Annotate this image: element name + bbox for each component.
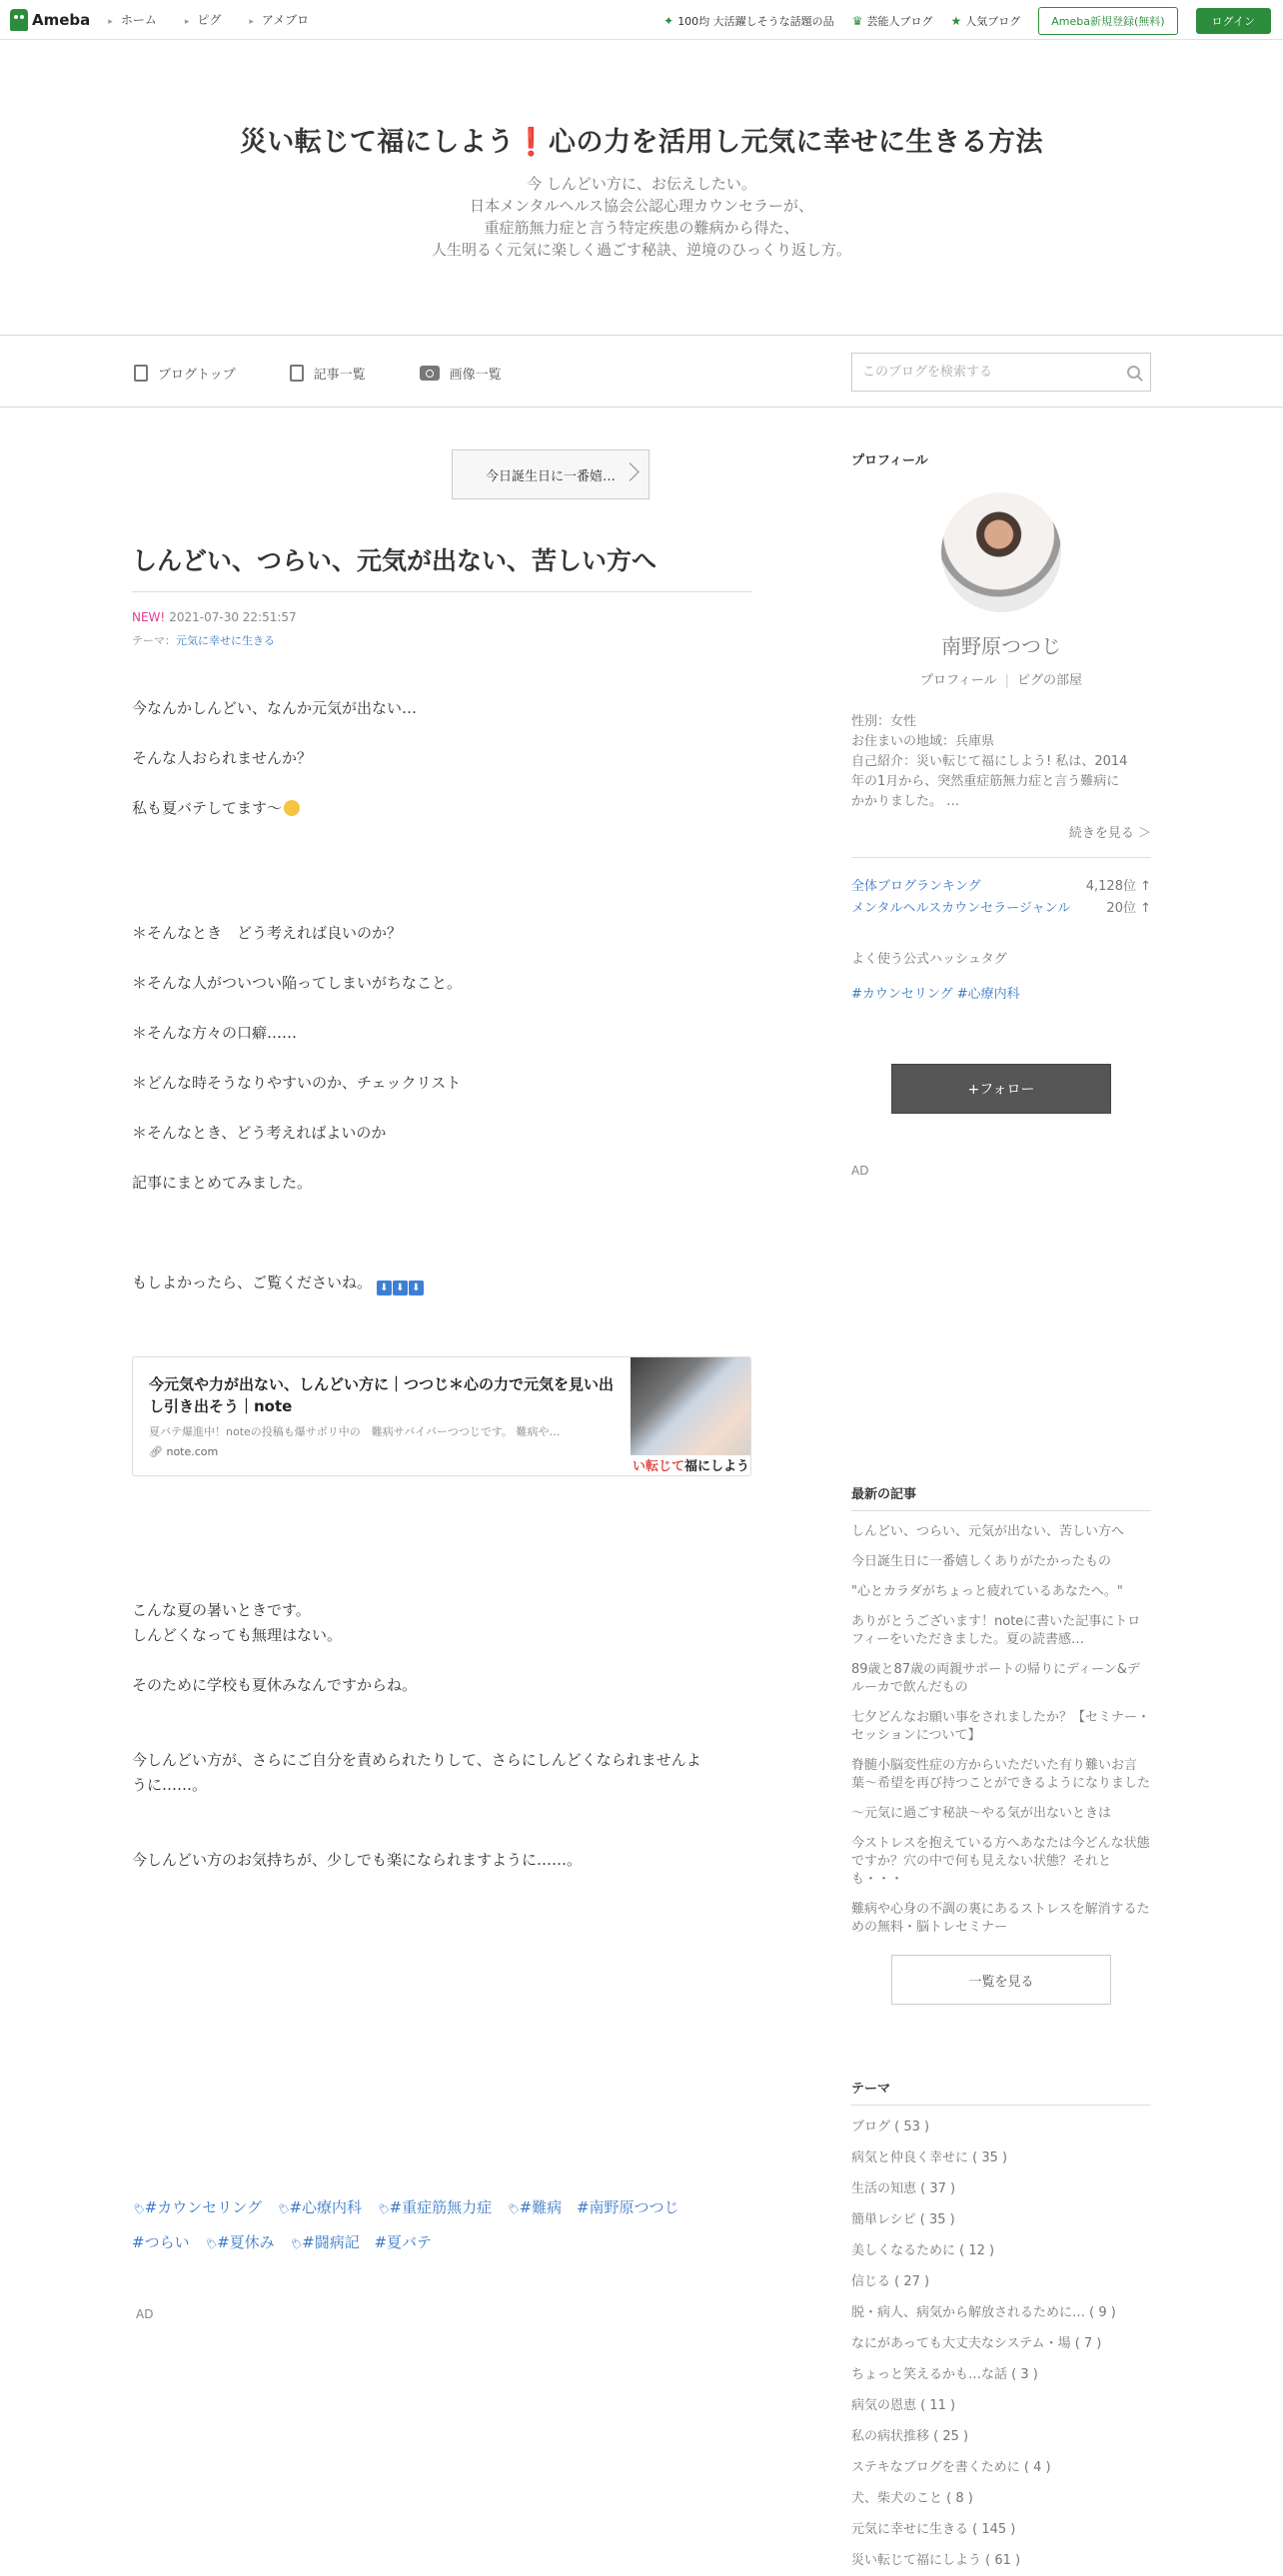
ranking-row — [851, 898, 1151, 920]
blog-description-line: 人生明るく元気に楽しく過ごす秘訣、逆境のひっくり返し方。 — [431, 241, 851, 259]
hashtag-link[interactable]: #つらい — [132, 2233, 190, 2251]
theme-item[interactable]: なにがあっても大丈夫なシステム・場 ( 7 ) — [851, 2336, 1102, 2351]
tag-icon: 🏷︎ — [506, 2204, 520, 2215]
profile-info-line: 性別：女性 — [851, 714, 917, 729]
profile-links — [851, 669, 1151, 688]
crown-icon: ♛ — [851, 14, 863, 28]
article-body — [132, 696, 751, 1298]
paragraph — [132, 796, 751, 821]
nav-home[interactable]: ▸ ホーム — [108, 11, 157, 28]
profile-name[interactable]: 南野原つつじ — [941, 634, 1061, 658]
theme-label: テーマ： — [132, 634, 176, 647]
trending-link-label: 100均 大活躍しそうな話題の品 — [677, 15, 834, 28]
theme-list — [851, 2078, 1151, 2576]
article-title[interactable]: しんどい、つらい、元気が出ない、苦しい方へ — [132, 541, 751, 592]
hashtag-link[interactable] — [204, 2233, 274, 2251]
paragraph: そのために学校も夏休みなんですからね。 — [132, 1676, 418, 1694]
theme-item[interactable]: ちょっと笑えるかも…な話 ( 3 ) — [851, 2367, 1038, 2382]
article-theme — [132, 632, 751, 648]
hashtag-link[interactable] — [507, 2198, 562, 2216]
tag-icon: 🏷︎ — [289, 2239, 303, 2250]
nav-pigg[interactable]: ▸ ピグ — [185, 11, 222, 28]
profile-info-line: 年の1月から、突然重症筋無力症と言う難病に — [851, 774, 1120, 789]
ameba-logo-icon — [10, 9, 28, 31]
blog-description-line: 日本メンタルヘルス協会公認心理カウンセラーが、 — [470, 197, 813, 215]
article-list-label: 記事一覧 — [313, 368, 366, 383]
official-hashtags — [851, 948, 1151, 1002]
hashtag-link[interactable] — [377, 2198, 492, 2216]
theme-link[interactable]: 元気に幸せに生きる — [176, 634, 275, 647]
follow-button[interactable]: +フォロー — [891, 1064, 1111, 1114]
theme-item[interactable]: ステキなブログを書くために ( 4 ) — [851, 2460, 1051, 2475]
camera-icon — [420, 366, 440, 381]
paragraph: 今しんどい方のお気持ちが、少しでも楽になられますように……。 — [132, 1851, 583, 1869]
celebrity-blog-label: 芸能人ブログ — [866, 15, 933, 28]
hashtag-label: #闘病記 — [302, 2233, 360, 2251]
blog-description-line: 重症筋無力症と言う特定疾患の難病から得た、 — [484, 219, 799, 237]
link-card-image — [631, 1357, 750, 1476]
search-input[interactable] — [862, 365, 1127, 380]
theme-item[interactable]: 病気の恩恵 ( 11 ) — [851, 2398, 956, 2413]
sparkle-icon: ✦ — [663, 14, 674, 28]
hashtag-label: #夏休み — [217, 2233, 275, 2251]
read-more-label[interactable]: 続きを見る ＞ — [1068, 826, 1151, 841]
chevron-right-icon — [621, 462, 639, 480]
paragraph-text: 私も夏バテしてます〜 — [132, 799, 283, 817]
blog-search — [851, 353, 1151, 392]
theme-item[interactable]: ブログ ( 53 ) — [851, 2120, 930, 2135]
recent-article-item[interactable]: ありがとうございます！noteに書いた記事にトロフィーをいただきました。夏の読書感… — [851, 1614, 1141, 1647]
ranking-row — [851, 876, 1151, 898]
register-button[interactable]: Ameba新規登録(無料) — [1038, 7, 1177, 35]
hashtag-label: #カウンセリング — [144, 2198, 262, 2216]
theme-item[interactable]: 元気に幸せに生きる ( 145 ) — [851, 2522, 1016, 2537]
theme-item[interactable]: 病気と仲良く幸せに ( 35 ) — [851, 2150, 1008, 2165]
theme-item[interactable]: 犬、柴犬のこと ( 8 ) — [851, 2491, 973, 2506]
blog-header — [0, 40, 1283, 336]
blog-top-label: ブログトップ — [158, 368, 236, 383]
paragraph-line: 今しんどい方が、さらにご自分を責められたりして、さらにしんどくなられませんよ — [132, 1751, 701, 1769]
theme-heading: テーマ — [851, 2078, 1151, 2106]
laughing-emoji-icon — [284, 800, 300, 816]
read-more-link — [851, 822, 1151, 858]
profile-info — [851, 712, 1151, 812]
theme-item[interactable]: 美しくなるために ( 12 ) — [851, 2243, 995, 2258]
paragraph: そんな人おられませんか？ — [132, 749, 313, 767]
new-badge: NEW! — [132, 610, 166, 624]
trending-link[interactable] — [663, 13, 834, 29]
theme-item[interactable]: 私の病状推移 ( 25 ) — [851, 2429, 969, 2444]
recent-article-item[interactable]: しんどい、つらい、元気が出ない、苦しい方へ — [851, 1524, 1125, 1539]
blog-description-line: 今 しんどい方に、お伝えしたい。 — [527, 175, 756, 193]
search-icon[interactable] — [1127, 366, 1140, 379]
blog-top-link[interactable] — [134, 364, 236, 383]
official-hashtags-heading: よく使う公式ハッシュタグ — [851, 952, 1007, 967]
prev-article-label: 今日誕生日に一番嬉… — [485, 468, 616, 484]
paragraph-line: こんな夏の暑いときです。 — [132, 1601, 311, 1619]
celebrity-blog-link[interactable] — [852, 13, 933, 29]
link-card-image-caption — [631, 1455, 750, 1476]
tag-icon: 🏷︎ — [376, 2204, 390, 2215]
profile-info-line: お住まいの地域：兵庫県 — [851, 734, 995, 749]
blog-title[interactable]: 災い転じて福にしよう❗心の力を活用し元気に幸せに生きる方法 — [239, 127, 1044, 158]
paragraph — [132, 1598, 751, 1648]
recent-article-item[interactable]: 今ストレスを抱えている方へあなたは今どんな状態ですか？穴の中で何も見えない状態？それとも・・・ — [851, 1836, 1150, 1887]
article-list-link[interactable] — [290, 364, 366, 383]
hashtag-label: #心療内科 — [289, 2198, 363, 2216]
global-header — [0, 0, 1283, 40]
profile-link[interactable]: プロフィール — [919, 673, 997, 688]
paragraph — [132, 1748, 751, 1798]
link-card-source — [149, 1445, 615, 1458]
theme-item[interactable]: 信じる ( 27 ) — [851, 2274, 930, 2289]
hashtag-link[interactable] — [289, 2233, 359, 2251]
copy-icon — [290, 365, 304, 382]
paragraph-text: もしよかったら、ご覧くださいね。 — [132, 1274, 373, 1291]
hashtag-link[interactable]: #心療内科 — [956, 987, 1020, 1002]
recent-articles-heading: 最新の記事 — [851, 1483, 1151, 1511]
hashtag-link[interactable]: #カウンセリング — [851, 987, 953, 1002]
profile-info-line: 自己紹介：災い転じて福にしよう! 私は、2014 — [851, 754, 1128, 769]
ad-label: AD — [851, 1164, 869, 1178]
paragraph: ＊そんなとき、どう考えればよいのか — [132, 1124, 387, 1142]
hashtag-link[interactable] — [132, 2198, 262, 2216]
theme-item[interactable]: 脱・病人、病気から解放されるために… ( 9 ) — [851, 2305, 1116, 2320]
paragraph: ＊どんな時そうなりやすいのか、チェックリスト — [132, 1074, 462, 1092]
popular-blog-link[interactable] — [950, 13, 1020, 29]
login-button[interactable]: ログイン — [1196, 8, 1271, 34]
tag-icon: 🏷︎ — [132, 2204, 145, 2215]
recent-article-item[interactable]: 〜元気に過ごす秘訣〜やる気が出ないときは — [851, 1806, 1112, 1821]
caption-text: 福にしよう — [684, 1459, 750, 1474]
ranking — [851, 876, 1151, 920]
recent-article-item[interactable]: "心とカラダがちょっと疲れているあなたへ。" — [851, 1584, 1123, 1599]
paragraph: ＊そんな方々の口癖…… — [132, 1024, 298, 1042]
image-list-label: 画像一覧 — [449, 368, 502, 383]
ad-label: AD — [136, 2307, 154, 2321]
hashtag-link[interactable]: #夏バテ — [374, 2233, 433, 2251]
article-date: 2021-07-30 22:51:57 — [169, 610, 297, 624]
recent-article-item[interactable]: 今日誕生日に一番嬉しくありがたかったもの — [851, 1554, 1112, 1569]
nav-ameblo[interactable]: ▸ アメブロ — [249, 11, 309, 28]
paragraph: 今なんかしんどい、なんか元気が出ない… — [132, 699, 418, 717]
link-card-title: 今元気や力が出ない、しんどい方に｜つつじ＊心の力で元気を見い出し引き出そう｜note — [149, 1375, 615, 1415]
paragraph: 記事にまとめてみました。 — [132, 1174, 313, 1192]
article — [132, 449, 751, 2321]
document-icon — [134, 365, 148, 382]
recent-articles — [851, 1483, 1151, 2005]
recent-article-item[interactable]: 89歳と87歳の両親サポートの帰りにディーン&デルーカで飲んだもの — [851, 1662, 1140, 1695]
paragraph-line: うに……。 — [132, 1776, 208, 1794]
sidebar — [851, 449, 1151, 2568]
tag-icon: 🏷︎ — [204, 2239, 218, 2250]
pigg-room-link[interactable]: ピグの部屋 — [1017, 673, 1083, 688]
profile-info-line: かかりました。 … — [851, 794, 960, 809]
ranking-label[interactable]: メンタルヘルスカウンセラージャンル — [851, 901, 1071, 916]
tag-icon: 🏷︎ — [276, 2204, 290, 2215]
logo-text: Ameba — [32, 10, 91, 29]
article-body-closing — [132, 1598, 751, 1898]
theme-item[interactable]: 簡単レシピ ( 35 ) — [851, 2212, 955, 2227]
article-hashtags — [132, 2191, 751, 2261]
image-list-link[interactable] — [420, 364, 502, 383]
article-meta — [132, 610, 751, 624]
link-card-source-text: note.com — [166, 1445, 219, 1458]
ameba-logo[interactable] — [10, 9, 90, 31]
hashtag-label: #難病 — [519, 2198, 563, 2216]
blog-description — [0, 173, 1283, 261]
paragraph-line: しんどくなっても無理はない。 — [132, 1626, 343, 1644]
paragraph: ＊そんなとき どう考えれば良いのか？ — [132, 924, 403, 942]
hashtag-label: #重症筋無力症 — [389, 2198, 493, 2216]
view-all-button[interactable]: 一覧を見る — [891, 1955, 1111, 2005]
profile-heading: プロフィール — [851, 453, 928, 468]
ranking-value: 20位 ↑ — [1106, 901, 1151, 916]
ranking-value: 4,128位 ↑ — [1085, 879, 1151, 894]
arrow-down-icons: ⬇ ⬇ ⬇ — [377, 1274, 425, 1298]
header-right — [663, 7, 1271, 35]
star-icon: ★ — [950, 14, 962, 28]
hashtag-link[interactable]: #南野原つつじ — [576, 2198, 679, 2216]
link-icon: 🔗︎ — [149, 1445, 167, 1458]
divider: | — [1004, 673, 1010, 688]
global-nav — [108, 11, 309, 28]
link-card-description: 夏バテ爆進中！noteの投稿も爆サボリ中の 難病サバイバーつつじです。 難病や… — [149, 1425, 561, 1438]
caption-red: い転じて — [633, 1459, 685, 1474]
theme-item[interactable]: 災い転じて福にしよう ( 61 ) — [851, 2553, 1021, 2568]
theme-item[interactable]: 生活の知恵 ( 37 ) — [851, 2181, 956, 2196]
ranking-label[interactable]: 全体ブログランキング — [851, 879, 981, 894]
recent-article-item[interactable]: 七夕どんなお願い事をされましたか？【セミナー・セッションについて】 — [851, 1710, 1151, 1743]
popular-blog-label: 人気ブログ — [965, 15, 1021, 28]
avatar[interactable] — [941, 492, 1061, 612]
hashtag-link[interactable] — [277, 2198, 362, 2216]
paragraph — [132, 1271, 751, 1298]
link-card[interactable] — [132, 1356, 751, 1476]
blog-nav — [0, 336, 1283, 408]
prev-article-button[interactable] — [452, 449, 649, 499]
recent-article-item[interactable]: 難病や心身の不調の裏にあるストレスを解消するための無料・脳トレセミナー — [851, 1902, 1150, 1935]
recent-article-item[interactable]: 脊髄小脳変性症の方からいただいた有り難いお言葉〜希望を再び持つことができるようになりました — [851, 1758, 1151, 1791]
paragraph: ＊そんな人がついつい陥ってしまいがちなこと。 — [132, 974, 463, 992]
